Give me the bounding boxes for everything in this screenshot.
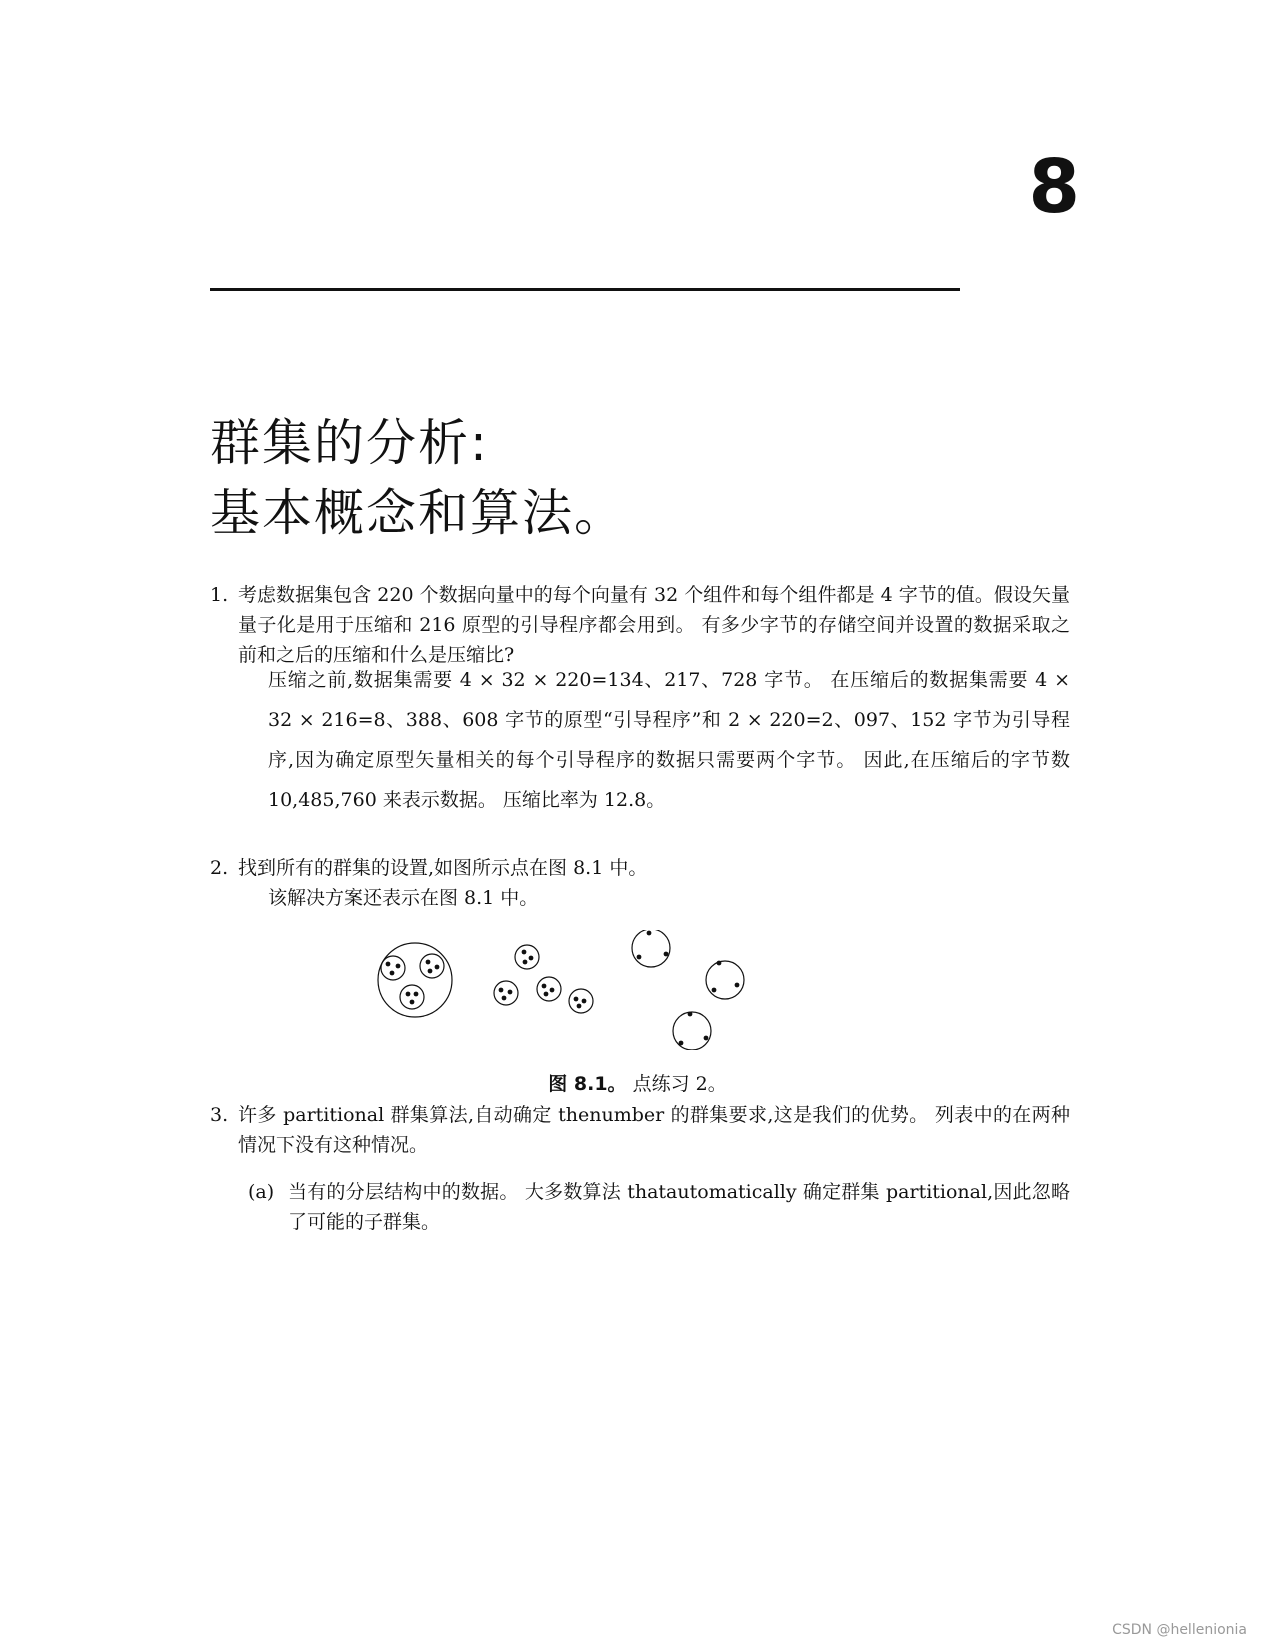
exercise-2 <box>210 853 1070 883</box>
exercise-question: 考虑数据集包含 220 个数据向量中的每个向量有 32 个组件和每个组件都是 4 字节的值。假设矢量量子化是用于压缩和 216 原型的引导程序都会用到。 有多少字节的存储空间并设置的数据采取之前和之后的压缩和什么是压缩比? <box>238 584 1070 666</box>
small-cluster-circle <box>569 989 593 1013</box>
exercise-question: 许多 partitional 群集算法,自动确定 thenumber 的群集要求,这是我们的优势。 列表中的在两种情况下没有这种情况。 <box>238 1104 1070 1156</box>
subitem-label: (a) <box>248 1181 275 1203</box>
exercise-number: 2. <box>210 857 229 879</box>
cluster-group-nested <box>378 943 452 1017</box>
exercise-question: 找到所有的群集的设置,如图所示点在图 8.1 中。 <box>238 857 648 879</box>
exercise-number: 1. <box>210 584 229 606</box>
exercise-number: 3. <box>210 1104 229 1126</box>
inner-cluster-circle <box>381 956 405 980</box>
exercise-3 <box>210 1100 1070 1160</box>
watermark: CSDN @hellenionia <box>1112 1622 1247 1638</box>
large-cluster-circle <box>706 961 744 999</box>
subitem-text: 当有的分层结构中的数据。 大多数算法 thatautomatically 确定群集 partitional,因此忽略了可能的子群集。 <box>288 1181 1070 1233</box>
figure-8-1 <box>370 930 800 1050</box>
inner-cluster-circle <box>420 954 444 978</box>
cluster-group-large <box>632 930 744 1050</box>
chapter-title <box>210 408 626 548</box>
exercise-3-subitem-a <box>248 1177 1070 1237</box>
figure-caption-text: 点练习 2。 <box>632 1073 727 1095</box>
figure-caption-label: 图 8.1。 <box>548 1073 627 1095</box>
chapter-title-line-2: 基本概念和算法。 <box>210 484 626 542</box>
small-cluster-circle <box>515 945 539 969</box>
outer-cluster-circle <box>378 943 452 1017</box>
exercise-2-answer: 该解决方案还表示在图 8.1 中。 <box>268 887 539 909</box>
cluster-group-small <box>494 945 593 1013</box>
chapter-number: 8 <box>1028 144 1080 230</box>
small-cluster-circle <box>537 977 561 1001</box>
exercise-1-answer: 压缩之前,数据集需要 4 × 32 × 220=134、217、728 字节。 在压缩后的数据集需要 4 × 32 × 216=8、388、608 字节的原型“引导程序”和 2 × 220=2、097、152 字节为引导程序,因为确定原型矢量相关的每个引导程序的数据只需要两个字节。 因此,在压缩后的字节数 10,485,760 来表示数据。 压缩比率为 12.8。 <box>268 669 1070 811</box>
large-cluster-circle <box>632 930 670 967</box>
exercise-1 <box>210 580 1070 670</box>
chapter-rule <box>210 288 960 291</box>
figure-caption <box>0 1071 1275 1097</box>
small-cluster-circle <box>494 981 518 1005</box>
chapter-title-line-1: 群集的分析: <box>210 414 489 472</box>
large-cluster-circle <box>673 1012 711 1050</box>
inner-cluster-circle <box>400 985 424 1009</box>
